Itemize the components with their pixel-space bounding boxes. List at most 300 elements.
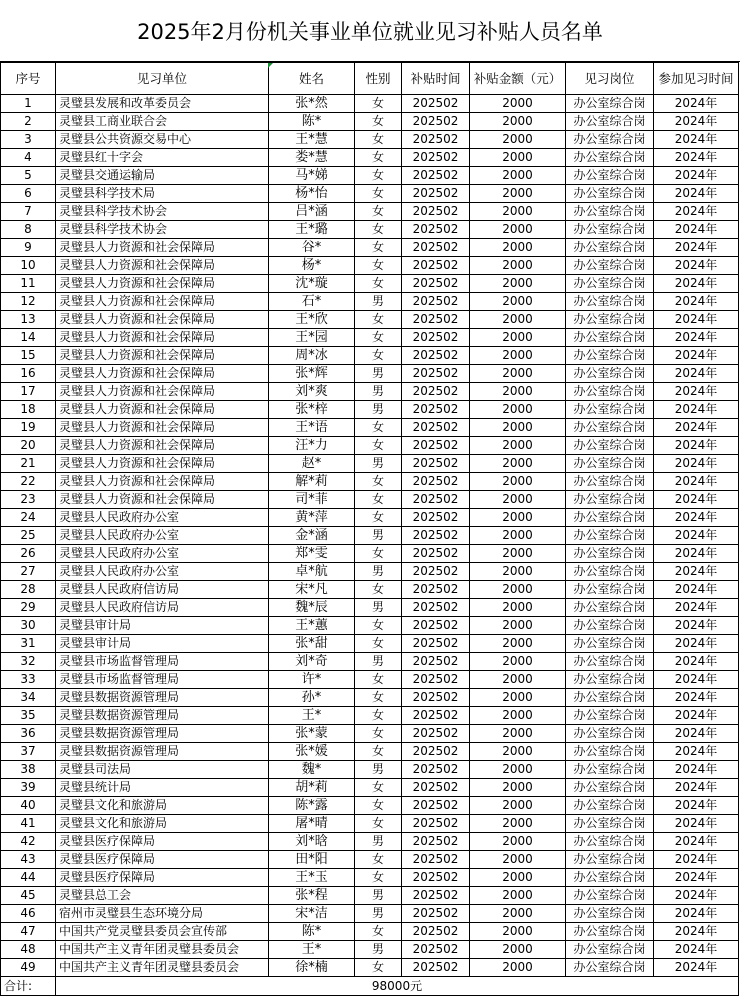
cell-amount[interactable]: 2000 xyxy=(470,383,566,401)
cell-unit[interactable]: 灵璧县人力资源和社会保障局 xyxy=(56,311,269,329)
cell-name[interactable]: 郑*雯 xyxy=(269,545,355,563)
cell-amount[interactable]: 2000 xyxy=(470,401,566,419)
cell-name[interactable]: 宋*凡 xyxy=(269,581,355,599)
cell-unit[interactable]: 灵璧县公共资源交易中心 xyxy=(56,131,269,149)
cell-amount[interactable]: 2000 xyxy=(470,851,566,869)
cell-unit[interactable]: 灵璧县红十字会 xyxy=(56,149,269,167)
cell-position[interactable]: 办公室综合岗 xyxy=(566,743,654,761)
cell-gender[interactable]: 女 xyxy=(355,113,402,131)
cell-gender[interactable]: 女 xyxy=(355,509,402,527)
cell-name[interactable]: 王*慧 xyxy=(269,131,355,149)
cell-unit[interactable]: 灵璧县人力资源和社会保障局 xyxy=(56,491,269,509)
cell-gender[interactable]: 女 xyxy=(355,851,402,869)
cell-amount[interactable]: 2000 xyxy=(470,419,566,437)
cell-position[interactable]: 办公室综合岗 xyxy=(566,671,654,689)
cell-gender[interactable]: 女 xyxy=(355,437,402,455)
cell-unit[interactable]: 灵璧县市场监督管理局 xyxy=(56,671,269,689)
cell-gender[interactable]: 女 xyxy=(355,617,402,635)
cell-name[interactable]: 王* xyxy=(269,707,355,725)
cell-position[interactable]: 办公室综合岗 xyxy=(566,527,654,545)
cell-gender[interactable]: 男 xyxy=(355,653,402,671)
cell-gender[interactable]: 女 xyxy=(355,797,402,815)
cell-unit[interactable]: 灵璧县人力资源和社会保障局 xyxy=(56,365,269,383)
cell-start[interactable]: 2024年 xyxy=(654,95,739,113)
cell-index[interactable]: 34 xyxy=(1,689,56,707)
cell-start[interactable]: 2024年 xyxy=(654,221,739,239)
cell-name[interactable]: 胡*莉 xyxy=(269,779,355,797)
cell-period[interactable]: 202502 xyxy=(402,797,470,815)
cell-period[interactable]: 202502 xyxy=(402,131,470,149)
cell-gender[interactable]: 男 xyxy=(355,527,402,545)
cell-period[interactable]: 202502 xyxy=(402,473,470,491)
cell-name[interactable]: 刘*晗 xyxy=(269,833,355,851)
cell-name[interactable]: 陈* xyxy=(269,923,355,941)
cell-period[interactable]: 202502 xyxy=(402,239,470,257)
header-cell-position[interactable]: 见习岗位 xyxy=(566,63,654,95)
cell-name[interactable]: 汪*力 xyxy=(269,437,355,455)
cell-start[interactable]: 2024年 xyxy=(654,743,739,761)
cell-unit[interactable]: 灵璧县文化和旅游局 xyxy=(56,797,269,815)
cell-amount[interactable]: 2000 xyxy=(470,473,566,491)
cell-position[interactable]: 办公室综合岗 xyxy=(566,563,654,581)
cell-period[interactable]: 202502 xyxy=(402,293,470,311)
cell-start[interactable]: 2024年 xyxy=(654,275,739,293)
cell-period[interactable]: 202502 xyxy=(402,959,470,977)
cell-gender[interactable]: 男 xyxy=(355,293,402,311)
cell-index[interactable]: 18 xyxy=(1,401,56,419)
cell-amount[interactable]: 2000 xyxy=(470,905,566,923)
cell-unit[interactable]: 中国共产主义青年团灵璧县委员会 xyxy=(56,959,269,977)
cell-index[interactable]: 44 xyxy=(1,869,56,887)
header-cell-start[interactable]: 参加见习时间 xyxy=(654,63,739,95)
cell-index[interactable]: 45 xyxy=(1,887,56,905)
cell-start[interactable]: 2024年 xyxy=(654,725,739,743)
cell-period[interactable]: 202502 xyxy=(402,581,470,599)
cell-period[interactable]: 202502 xyxy=(402,491,470,509)
cell-period[interactable]: 202502 xyxy=(402,905,470,923)
cell-amount[interactable]: 2000 xyxy=(470,833,566,851)
cell-position[interactable]: 办公室综合岗 xyxy=(566,797,654,815)
header-cell-unit[interactable]: 见习单位 xyxy=(56,63,269,95)
cell-index[interactable]: 22 xyxy=(1,473,56,491)
cell-unit[interactable]: 灵璧县人力资源和社会保障局 xyxy=(56,473,269,491)
cell-start[interactable]: 2024年 xyxy=(654,347,739,365)
cell-position[interactable]: 办公室综合岗 xyxy=(566,491,654,509)
cell-unit[interactable]: 灵璧县人力资源和社会保障局 xyxy=(56,275,269,293)
cell-amount[interactable]: 2000 xyxy=(470,689,566,707)
cell-start[interactable]: 2024年 xyxy=(654,671,739,689)
cell-name[interactable]: 张*梓 xyxy=(269,401,355,419)
cell-unit[interactable]: 灵璧县司法局 xyxy=(56,761,269,779)
cell-amount[interactable]: 2000 xyxy=(470,797,566,815)
cell-position[interactable]: 办公室综合岗 xyxy=(566,617,654,635)
cell-amount[interactable]: 2000 xyxy=(470,617,566,635)
cell-unit[interactable]: 灵璧县数据资源管理局 xyxy=(56,725,269,743)
cell-amount[interactable]: 2000 xyxy=(470,113,566,131)
cell-start[interactable]: 2024年 xyxy=(654,185,739,203)
cell-position[interactable]: 办公室综合岗 xyxy=(566,653,654,671)
cell-position[interactable]: 办公室综合岗 xyxy=(566,347,654,365)
cell-index[interactable]: 2 xyxy=(1,113,56,131)
cell-name[interactable]: 王*欣 xyxy=(269,311,355,329)
cell-gender[interactable]: 女 xyxy=(355,491,402,509)
cell-period[interactable]: 202502 xyxy=(402,815,470,833)
cell-position[interactable]: 办公室综合岗 xyxy=(566,923,654,941)
cell-start[interactable]: 2024年 xyxy=(654,419,739,437)
cell-position[interactable]: 办公室综合岗 xyxy=(566,257,654,275)
cell-gender[interactable]: 女 xyxy=(355,257,402,275)
cell-gender[interactable]: 女 xyxy=(355,635,402,653)
cell-gender[interactable]: 女 xyxy=(355,923,402,941)
cell-amount[interactable]: 2000 xyxy=(470,293,566,311)
cell-index[interactable]: 10 xyxy=(1,257,56,275)
cell-position[interactable]: 办公室综合岗 xyxy=(566,941,654,959)
cell-index[interactable]: 15 xyxy=(1,347,56,365)
cell-unit[interactable]: 灵璧县医疗保障局 xyxy=(56,833,269,851)
cell-start[interactable]: 2024年 xyxy=(654,905,739,923)
cell-start[interactable]: 2024年 xyxy=(654,401,739,419)
cell-name[interactable]: 刘*奇 xyxy=(269,653,355,671)
cell-period[interactable]: 202502 xyxy=(402,779,470,797)
cell-name[interactable]: 张*程 xyxy=(269,887,355,905)
cell-unit[interactable]: 灵璧县人民政府办公室 xyxy=(56,509,269,527)
cell-unit[interactable]: 灵璧县人民政府信访局 xyxy=(56,599,269,617)
cell-position[interactable]: 办公室综合岗 xyxy=(566,365,654,383)
cell-index[interactable]: 32 xyxy=(1,653,56,671)
cell-gender[interactable]: 女 xyxy=(355,581,402,599)
cell-start[interactable]: 2024年 xyxy=(654,131,739,149)
cell-position[interactable]: 办公室综合岗 xyxy=(566,239,654,257)
cell-position[interactable]: 办公室综合岗 xyxy=(566,689,654,707)
cell-gender[interactable]: 女 xyxy=(355,203,402,221)
cell-unit[interactable]: 灵璧县人力资源和社会保障局 xyxy=(56,347,269,365)
cell-start[interactable]: 2024年 xyxy=(654,617,739,635)
cell-start[interactable]: 2024年 xyxy=(654,887,739,905)
cell-period[interactable]: 202502 xyxy=(402,221,470,239)
cell-index[interactable]: 4 xyxy=(1,149,56,167)
cell-position[interactable]: 办公室综合岗 xyxy=(566,779,654,797)
cell-gender[interactable]: 男 xyxy=(355,887,402,905)
cell-amount[interactable]: 2000 xyxy=(470,761,566,779)
cell-amount[interactable]: 2000 xyxy=(470,563,566,581)
cell-index[interactable]: 21 xyxy=(1,455,56,473)
cell-period[interactable]: 202502 xyxy=(402,167,470,185)
cell-amount[interactable]: 2000 xyxy=(470,437,566,455)
cell-gender[interactable]: 女 xyxy=(355,869,402,887)
cell-name[interactable]: 许* xyxy=(269,671,355,689)
cell-index[interactable]: 1 xyxy=(1,95,56,113)
cell-gender[interactable]: 女 xyxy=(355,185,402,203)
cell-index[interactable]: 40 xyxy=(1,797,56,815)
cell-amount[interactable]: 2000 xyxy=(470,581,566,599)
header-cell-amount[interactable]: 补贴金额（元） xyxy=(470,63,566,95)
cell-unit[interactable]: 灵璧县人民政府信访局 xyxy=(56,581,269,599)
cell-period[interactable]: 202502 xyxy=(402,833,470,851)
cell-index[interactable]: 13 xyxy=(1,311,56,329)
cell-period[interactable]: 202502 xyxy=(402,455,470,473)
cell-period[interactable]: 202502 xyxy=(402,95,470,113)
cell-index[interactable]: 41 xyxy=(1,815,56,833)
cell-unit[interactable]: 灵璧县市场监督管理局 xyxy=(56,653,269,671)
cell-name[interactable]: 黄*萍 xyxy=(269,509,355,527)
cell-amount[interactable]: 2000 xyxy=(470,545,566,563)
cell-position[interactable]: 办公室综合岗 xyxy=(566,959,654,977)
cell-amount[interactable]: 2000 xyxy=(470,527,566,545)
cell-amount[interactable]: 2000 xyxy=(470,743,566,761)
cell-name[interactable]: 徐*楠 xyxy=(269,959,355,977)
cell-unit[interactable]: 中国共产党灵璧县委员会宣传部 xyxy=(56,923,269,941)
cell-index[interactable]: 43 xyxy=(1,851,56,869)
cell-index[interactable]: 42 xyxy=(1,833,56,851)
cell-unit[interactable]: 灵璧县审计局 xyxy=(56,635,269,653)
cell-name[interactable]: 王*璐 xyxy=(269,221,355,239)
cell-gender[interactable]: 女 xyxy=(355,689,402,707)
cell-period[interactable]: 202502 xyxy=(402,689,470,707)
cell-gender[interactable]: 女 xyxy=(355,131,402,149)
cell-name[interactable]: 魏*辰 xyxy=(269,599,355,617)
cell-period[interactable]: 202502 xyxy=(402,149,470,167)
cell-position[interactable]: 办公室综合岗 xyxy=(566,203,654,221)
cell-unit[interactable]: 灵璧县人力资源和社会保障局 xyxy=(56,383,269,401)
cell-amount[interactable]: 2000 xyxy=(470,509,566,527)
cell-unit[interactable]: 灵璧县人民政府办公室 xyxy=(56,563,269,581)
cell-index[interactable]: 20 xyxy=(1,437,56,455)
cell-position[interactable]: 办公室综合岗 xyxy=(566,293,654,311)
cell-index[interactable]: 12 xyxy=(1,293,56,311)
cell-start[interactable]: 2024年 xyxy=(654,779,739,797)
cell-start[interactable]: 2024年 xyxy=(654,869,739,887)
cell-gender[interactable]: 女 xyxy=(355,473,402,491)
cell-unit[interactable]: 灵璧县发展和改革委员会 xyxy=(56,95,269,113)
cell-gender[interactable]: 男 xyxy=(355,383,402,401)
cell-period[interactable]: 202502 xyxy=(402,653,470,671)
cell-gender[interactable]: 女 xyxy=(355,239,402,257)
cell-amount[interactable]: 2000 xyxy=(470,239,566,257)
cell-gender[interactable]: 女 xyxy=(355,347,402,365)
cell-index[interactable]: 49 xyxy=(1,959,56,977)
cell-name[interactable]: 张*蒙 xyxy=(269,725,355,743)
cell-position[interactable]: 办公室综合岗 xyxy=(566,311,654,329)
cell-index[interactable]: 33 xyxy=(1,671,56,689)
cell-index[interactable]: 3 xyxy=(1,131,56,149)
cell-unit[interactable]: 灵璧县人力资源和社会保障局 xyxy=(56,437,269,455)
cell-amount[interactable]: 2000 xyxy=(470,95,566,113)
cell-amount[interactable]: 2000 xyxy=(470,635,566,653)
cell-period[interactable]: 202502 xyxy=(402,527,470,545)
cell-index[interactable]: 46 xyxy=(1,905,56,923)
cell-position[interactable]: 办公室综合岗 xyxy=(566,635,654,653)
cell-index[interactable]: 47 xyxy=(1,923,56,941)
cell-unit[interactable]: 灵璧县医疗保障局 xyxy=(56,851,269,869)
cell-gender[interactable]: 女 xyxy=(355,671,402,689)
cell-index[interactable]: 48 xyxy=(1,941,56,959)
cell-gender[interactable]: 男 xyxy=(355,401,402,419)
cell-amount[interactable]: 2000 xyxy=(470,671,566,689)
cell-period[interactable]: 202502 xyxy=(402,347,470,365)
cell-position[interactable]: 办公室综合岗 xyxy=(566,869,654,887)
cell-unit[interactable]: 灵璧县人力资源和社会保障局 xyxy=(56,419,269,437)
cell-unit[interactable]: 灵璧县工商业联合会 xyxy=(56,113,269,131)
cell-start[interactable]: 2024年 xyxy=(654,509,739,527)
cell-position[interactable]: 办公室综合岗 xyxy=(566,149,654,167)
cell-position[interactable]: 办公室综合岗 xyxy=(566,383,654,401)
cell-unit[interactable]: 灵璧县人力资源和社会保障局 xyxy=(56,293,269,311)
cell-unit[interactable]: 灵璧县医疗保障局 xyxy=(56,869,269,887)
cell-amount[interactable]: 2000 xyxy=(470,941,566,959)
cell-start[interactable]: 2024年 xyxy=(654,149,739,167)
cell-period[interactable]: 202502 xyxy=(402,365,470,383)
cell-name[interactable]: 王*园 xyxy=(269,329,355,347)
cell-period[interactable]: 202502 xyxy=(402,851,470,869)
cell-start[interactable]: 2024年 xyxy=(654,113,739,131)
cell-name[interactable]: 石* xyxy=(269,293,355,311)
cell-gender[interactable]: 女 xyxy=(355,545,402,563)
cell-amount[interactable]: 2000 xyxy=(470,707,566,725)
cell-amount[interactable]: 2000 xyxy=(470,347,566,365)
cell-name[interactable]: 王*蕙 xyxy=(269,617,355,635)
cell-period[interactable]: 202502 xyxy=(402,113,470,131)
cell-gender[interactable]: 女 xyxy=(355,959,402,977)
cell-unit[interactable]: 灵璧县科学技术协会 xyxy=(56,221,269,239)
cell-period[interactable]: 202502 xyxy=(402,887,470,905)
cell-unit[interactable]: 灵璧县数据资源管理局 xyxy=(56,743,269,761)
cell-amount[interactable]: 2000 xyxy=(470,815,566,833)
cell-amount[interactable]: 2000 xyxy=(470,311,566,329)
cell-unit[interactable]: 灵璧县人力资源和社会保障局 xyxy=(56,329,269,347)
cell-gender[interactable]: 女 xyxy=(355,725,402,743)
header-cell-period[interactable]: 补贴时间 xyxy=(402,63,470,95)
cell-period[interactable]: 202502 xyxy=(402,941,470,959)
cell-position[interactable]: 办公室综合岗 xyxy=(566,599,654,617)
cell-index[interactable]: 38 xyxy=(1,761,56,779)
cell-gender[interactable]: 女 xyxy=(355,779,402,797)
cell-start[interactable]: 2024年 xyxy=(654,581,739,599)
cell-name[interactable]: 张*辉 xyxy=(269,365,355,383)
cell-index[interactable]: 35 xyxy=(1,707,56,725)
cell-name[interactable]: 杨*怡 xyxy=(269,185,355,203)
cell-period[interactable]: 202502 xyxy=(402,761,470,779)
cell-position[interactable]: 办公室综合岗 xyxy=(566,329,654,347)
cell-name[interactable]: 田*阳 xyxy=(269,851,355,869)
cell-amount[interactable]: 2000 xyxy=(470,869,566,887)
cell-name[interactable]: 孙* xyxy=(269,689,355,707)
cell-position[interactable]: 办公室综合岗 xyxy=(566,851,654,869)
cell-name[interactable]: 宋*洁 xyxy=(269,905,355,923)
cell-start[interactable]: 2024年 xyxy=(654,851,739,869)
cell-start[interactable]: 2024年 xyxy=(654,473,739,491)
cell-amount[interactable]: 2000 xyxy=(470,167,566,185)
header-cell-gender[interactable]: 性别 xyxy=(355,63,402,95)
cell-amount[interactable]: 2000 xyxy=(470,275,566,293)
cell-index[interactable]: 23 xyxy=(1,491,56,509)
cell-index[interactable]: 24 xyxy=(1,509,56,527)
cell-name[interactable]: 陈* xyxy=(269,113,355,131)
cell-unit[interactable]: 灵璧县数据资源管理局 xyxy=(56,689,269,707)
cell-gender[interactable]: 女 xyxy=(355,149,402,167)
cell-start[interactable]: 2024年 xyxy=(654,689,739,707)
cell-gender[interactable]: 女 xyxy=(355,743,402,761)
cell-gender[interactable]: 女 xyxy=(355,167,402,185)
cell-start[interactable]: 2024年 xyxy=(654,959,739,977)
cell-unit[interactable]: 灵璧县人民政府办公室 xyxy=(56,527,269,545)
cell-position[interactable]: 办公室综合岗 xyxy=(566,707,654,725)
cell-amount[interactable]: 2000 xyxy=(470,221,566,239)
cell-name[interactable]: 王*玉 xyxy=(269,869,355,887)
cell-period[interactable]: 202502 xyxy=(402,275,470,293)
cell-period[interactable]: 202502 xyxy=(402,383,470,401)
cell-gender[interactable]: 女 xyxy=(355,275,402,293)
cell-unit[interactable]: 灵璧县人力资源和社会保障局 xyxy=(56,257,269,275)
cell-position[interactable]: 办公室综合岗 xyxy=(566,509,654,527)
cell-name[interactable]: 杨* xyxy=(269,257,355,275)
cell-unit[interactable]: 宿州市灵璧县生态环境分局 xyxy=(56,905,269,923)
cell-period[interactable]: 202502 xyxy=(402,185,470,203)
cell-position[interactable]: 办公室综合岗 xyxy=(566,221,654,239)
cell-start[interactable]: 2024年 xyxy=(654,491,739,509)
cell-name[interactable]: 卓*航 xyxy=(269,563,355,581)
cell-start[interactable]: 2024年 xyxy=(654,527,739,545)
cell-amount[interactable]: 2000 xyxy=(470,653,566,671)
cell-index[interactable]: 11 xyxy=(1,275,56,293)
cell-position[interactable]: 办公室综合岗 xyxy=(566,275,654,293)
cell-unit[interactable]: 灵璧县人力资源和社会保障局 xyxy=(56,455,269,473)
cell-name[interactable]: 马*娣 xyxy=(269,167,355,185)
cell-gender[interactable]: 女 xyxy=(355,329,402,347)
cell-unit[interactable]: 灵璧县统计局 xyxy=(56,779,269,797)
cell-start[interactable]: 2024年 xyxy=(654,383,739,401)
cell-period[interactable]: 202502 xyxy=(402,257,470,275)
cell-index[interactable]: 17 xyxy=(1,383,56,401)
header-cell-index[interactable]: 序号 xyxy=(1,63,56,95)
cell-start[interactable]: 2024年 xyxy=(654,563,739,581)
cell-start[interactable]: 2024年 xyxy=(654,455,739,473)
cell-amount[interactable]: 2000 xyxy=(470,779,566,797)
cell-start[interactable]: 2024年 xyxy=(654,635,739,653)
cell-position[interactable]: 办公室综合岗 xyxy=(566,905,654,923)
cell-index[interactable]: 28 xyxy=(1,581,56,599)
cell-position[interactable]: 办公室综合岗 xyxy=(566,815,654,833)
cell-position[interactable]: 办公室综合岗 xyxy=(566,419,654,437)
cell-gender[interactable]: 女 xyxy=(355,815,402,833)
cell-unit[interactable]: 灵璧县人力资源和社会保障局 xyxy=(56,239,269,257)
cell-gender[interactable]: 男 xyxy=(355,761,402,779)
cell-amount[interactable]: 2000 xyxy=(470,923,566,941)
cell-index[interactable]: 8 xyxy=(1,221,56,239)
cell-name[interactable]: 赵* xyxy=(269,455,355,473)
cell-unit[interactable]: 灵璧县总工会 xyxy=(56,887,269,905)
cell-period[interactable]: 202502 xyxy=(402,671,470,689)
cell-start[interactable]: 2024年 xyxy=(654,941,739,959)
cell-index[interactable]: 26 xyxy=(1,545,56,563)
cell-gender[interactable]: 女 xyxy=(355,221,402,239)
cell-unit[interactable]: 灵璧县人民政府办公室 xyxy=(56,545,269,563)
cell-period[interactable]: 202502 xyxy=(402,311,470,329)
cell-position[interactable]: 办公室综合岗 xyxy=(566,113,654,131)
cell-gender[interactable]: 女 xyxy=(355,95,402,113)
cell-unit[interactable]: 灵璧县文化和旅游局 xyxy=(56,815,269,833)
cell-unit[interactable]: 灵璧县数据资源管理局 xyxy=(56,707,269,725)
cell-amount[interactable]: 2000 xyxy=(470,491,566,509)
cell-position[interactable]: 办公室综合岗 xyxy=(566,581,654,599)
cell-name[interactable]: 解*莉 xyxy=(269,473,355,491)
cell-name[interactable]: 陈*露 xyxy=(269,797,355,815)
cell-index[interactable]: 25 xyxy=(1,527,56,545)
cell-gender[interactable]: 女 xyxy=(355,419,402,437)
cell-period[interactable]: 202502 xyxy=(402,509,470,527)
cell-name[interactable]: 金*涵 xyxy=(269,527,355,545)
cell-index[interactable]: 16 xyxy=(1,365,56,383)
cell-gender[interactable]: 男 xyxy=(355,941,402,959)
